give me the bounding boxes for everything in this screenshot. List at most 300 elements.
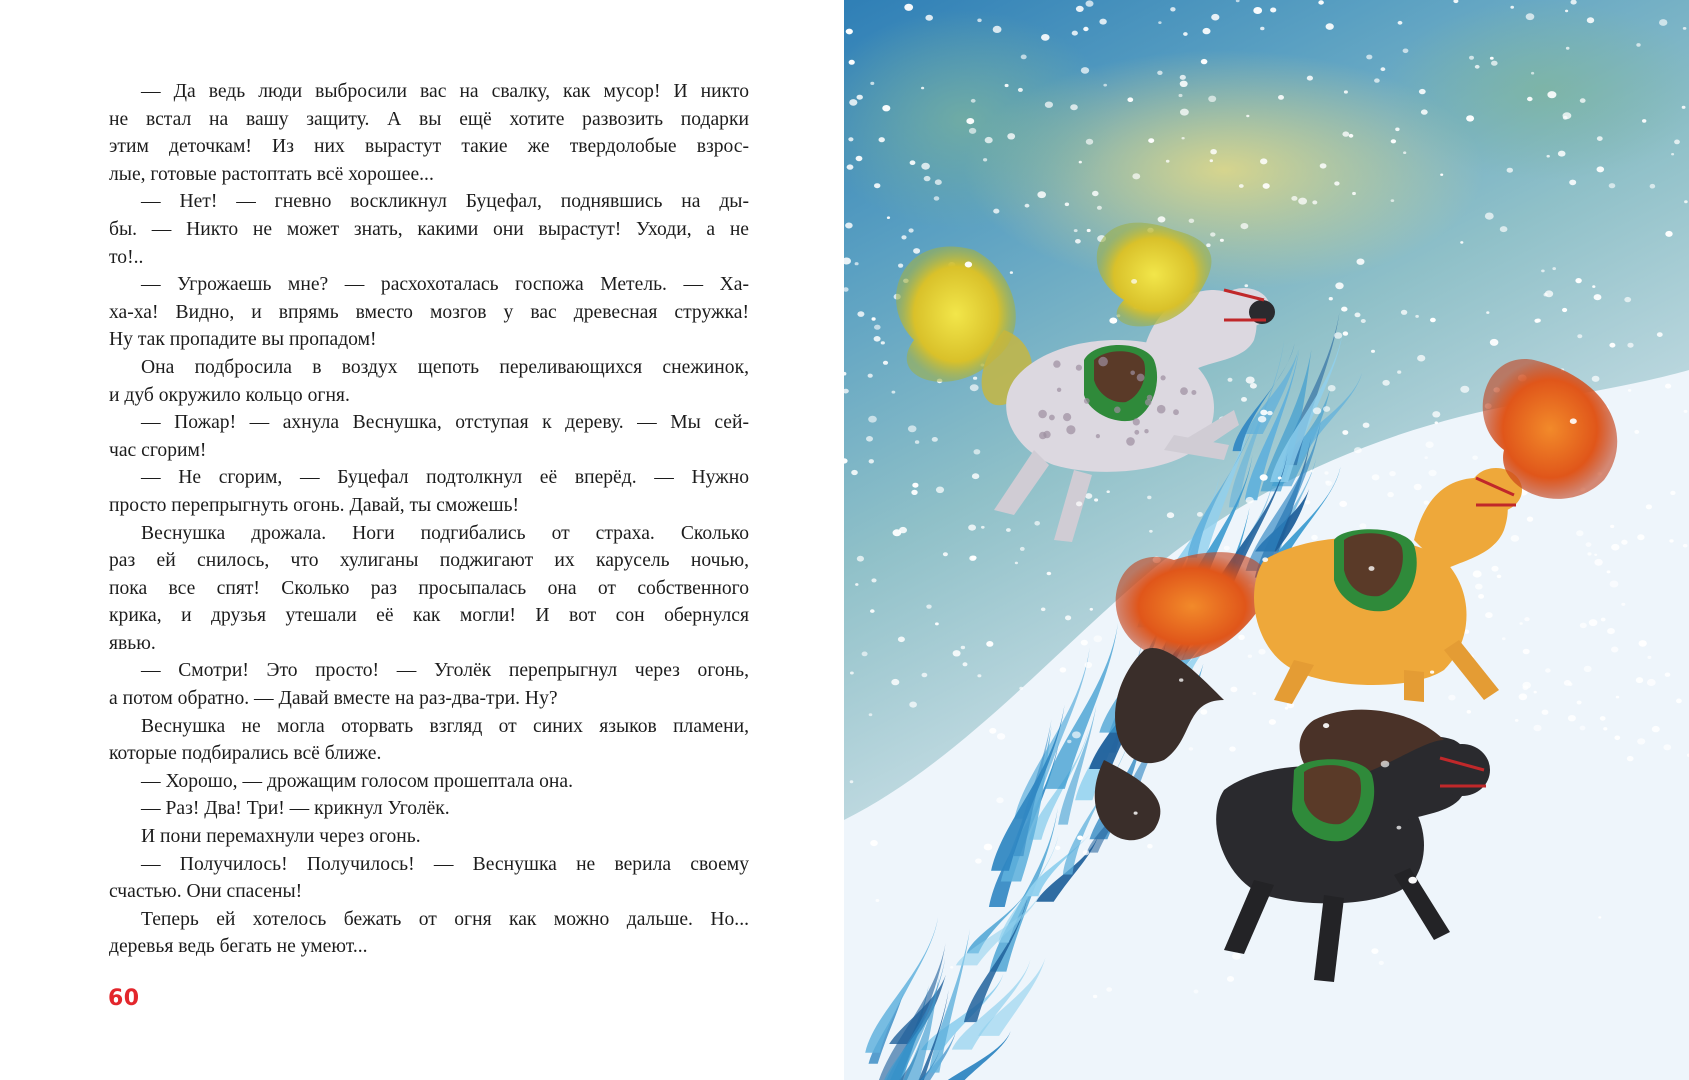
dapple-spot [1063,413,1071,421]
snowflake [1010,271,1013,274]
snowflake [1589,619,1598,626]
snowflake [1621,540,1627,545]
snowflake [1270,8,1276,13]
snowflake [986,641,993,647]
snowflake [1355,313,1361,318]
text-line: час сгорим! [109,439,207,461]
snowflake [1077,836,1083,841]
snowflake [1182,137,1185,139]
snowflake [1647,656,1651,659]
snowflake [893,529,902,536]
snowflake [1291,196,1297,201]
snowflake [1086,0,1094,6]
snowflake [1334,181,1339,185]
snowflake [1366,55,1372,60]
dapple-spot [1049,415,1055,421]
snowflake [1354,447,1362,453]
snowflake [848,137,853,141]
snowflake [1646,504,1652,509]
snowflake [1227,976,1234,982]
snowflake [1087,229,1091,232]
snowflake [985,137,993,143]
snowflake [1597,166,1605,172]
snowflake [1587,552,1591,555]
snowflake [1577,701,1582,705]
snowflake [1533,725,1541,732]
snowflake [1357,259,1365,265]
snowflake [866,436,873,442]
left-page [0,0,844,1080]
snowflake [1576,530,1583,536]
snowflake [921,163,930,170]
snowflake [847,164,854,169]
snowflake [1650,184,1656,189]
snowflake [1034,521,1040,526]
snowflake [1157,71,1162,75]
snowflake [870,840,878,846]
snowflake [1397,826,1402,830]
snowflake [851,470,858,475]
snowflake [1607,570,1611,573]
snowflake [1325,481,1329,484]
snowflake [1526,13,1535,20]
snowflake [909,702,917,708]
snowflake [1600,716,1606,721]
snowflake [1086,139,1093,145]
snowflake [1435,421,1438,424]
snowflake [1076,501,1082,506]
snowflake [1149,530,1153,533]
snowflake [857,311,864,317]
snowflake [1085,662,1093,668]
dapple-spot [1134,430,1139,435]
snowflake [870,609,875,613]
snowflake [910,160,916,165]
snowflake [1424,501,1429,505]
light-glow [1384,0,1689,180]
snowflake [887,216,890,219]
snowflake [881,341,885,344]
snowflake [1065,615,1071,620]
dapple-spot [1043,431,1050,438]
snowflake [1278,477,1282,480]
text-line: — Нет! — гневно воскликнул Буцефал, поднявшись на ды- [141,191,749,213]
snowflake [1628,389,1631,392]
snowflake [1352,192,1356,195]
dapple-spot [1126,437,1135,446]
text-line: Веснушка дрожала. Ноги подгибались от страха. Сколько [141,522,749,544]
snowflake [1665,231,1672,237]
snowflake [1361,319,1366,323]
snowflake [989,728,996,734]
snowflake [1324,471,1328,474]
snowflake [1239,184,1244,188]
dapple-spot [1076,365,1082,371]
snowflake [1200,709,1207,715]
text-line: — Не сгорим, — Буцефал подтолкнул её вперёд. — Нужно [141,467,749,489]
snowflake [1415,315,1419,318]
snowflake [901,235,906,239]
text-line: и дуб окружило кольцо огня. [109,384,350,406]
snowflake [1262,557,1268,562]
snowflake [1670,491,1675,495]
snowflake [1565,10,1568,13]
snowflake [1081,67,1089,74]
snowflake [972,473,979,479]
snowflake [1652,726,1660,732]
snowflake [1566,47,1570,50]
snowflake [1083,27,1088,31]
snowflake [984,844,993,851]
snowflake [1473,570,1482,577]
snowflake [1523,649,1530,655]
snowflake [1683,544,1688,548]
snowflake [1547,155,1550,158]
snowflake [1403,151,1406,154]
snowflake [1134,812,1138,815]
snowflake [1541,270,1545,273]
snowflake [1246,115,1249,117]
snowflake [1682,106,1686,109]
snowflake [1147,496,1151,500]
snowflake [1197,512,1203,517]
snowflake [1343,331,1348,335]
snowflake [921,87,924,90]
snowflake [1594,559,1602,566]
snowflake [1341,307,1347,312]
snowflake [1659,19,1667,26]
snowflake [856,156,863,161]
text-line: лые, готовые растоптать всё хорошее... [109,163,434,185]
snowflake [1627,756,1634,761]
text-line: — Получилось! Получилось! — Веснушка не верила своему [141,853,749,875]
snowflake [1387,492,1394,497]
snowflake [868,374,873,378]
text-line: то!.. [109,246,144,268]
snowflake [1616,696,1619,699]
snowflake [1663,744,1671,750]
snowflake [997,733,1005,740]
snowflake [1684,200,1688,203]
snowflake [1398,21,1403,25]
snowflake [973,377,977,380]
snowflake [1025,204,1030,208]
snowflake [1460,241,1463,244]
snowflake [1665,673,1671,677]
snowflake [1094,498,1098,501]
snowflake [1060,667,1067,672]
snowflake [977,674,981,677]
snowflake [1575,278,1581,283]
snowflake [1109,318,1117,324]
snowflake [1072,731,1081,738]
snowflake [1210,149,1217,154]
snowflake [913,248,920,254]
snowflake [1230,687,1237,693]
snowflake [1018,88,1023,92]
snowflake [1391,139,1396,143]
snowflake [1311,535,1318,540]
snowflake [898,264,903,268]
snowflake [966,118,974,124]
snowflake [1624,297,1631,302]
snowflake [850,780,854,783]
snowflake [1647,679,1656,686]
snowflake [876,899,880,902]
snowflake [1041,34,1050,41]
snowflake [1326,23,1334,30]
snowflake [965,262,972,268]
snowflake [961,646,965,649]
text-line: крика, и друзья утешали её как могли! И вот сон обернулся [109,605,749,627]
snowflake [968,525,976,531]
snowflake [1676,699,1682,704]
text-line: явью. [109,632,156,654]
snowflake [1269,719,1276,725]
snowflake [970,384,979,391]
snowflake [943,552,948,556]
snowflake [1642,119,1646,123]
snowflake [1246,497,1254,504]
snowflake [1307,76,1313,81]
snowflake [1041,608,1046,612]
snowflake [1313,407,1321,414]
snowflake [1055,846,1060,850]
snowflake [1103,84,1107,87]
snowflake [1547,91,1556,98]
snowflake [1323,406,1330,412]
dapple-spot [1173,409,1179,415]
snowflake [1381,67,1386,71]
snowflake [874,336,881,342]
snowflake [850,672,854,675]
snowflake [1183,32,1188,36]
snowflake [1381,761,1390,768]
snowflake [1310,470,1313,473]
snowflake [1603,727,1607,730]
snowflake [870,82,874,85]
snowflake [1371,948,1378,954]
snowflake [1298,198,1307,205]
text-line: а потом обратно. — Давай вместе на раз-два-три. Ну? [109,688,558,710]
snowflake [1015,562,1018,565]
snowflake [1020,547,1025,551]
snowflake [1570,418,1577,424]
snowflake [1359,523,1366,529]
text-line: бы. — Никто не может знать, какими они вырастут! Уходи, а не [109,218,749,240]
snowflake [1232,953,1241,960]
snowflake [1586,542,1592,547]
right-page [844,0,1689,1080]
snowflake [1568,682,1573,686]
snowflake [1037,191,1046,198]
snowflake [1485,612,1493,618]
snowflake [1563,116,1568,120]
snowflake [924,176,931,181]
snowflake [1486,311,1489,314]
text-line: — Хорошо, — дрожащим голосом прошептала она. [141,770,573,792]
snowflake [1610,581,1619,588]
snowflake [1210,159,1213,162]
snowflake [1179,94,1183,97]
snowflake [969,128,976,134]
snowflake [879,137,885,142]
snowflake [868,416,877,423]
snowflake [883,361,888,365]
dapple-spot [1145,399,1152,406]
text-line: Теперь ей хотелось бежать от огня как можно дальше. Но... [141,908,749,930]
text-line: которые подбирались всё ближе. [109,743,382,765]
snowflake [1519,622,1522,625]
snowflake [1241,223,1249,229]
snowflake [1568,715,1576,721]
snowflake [892,391,896,394]
snowflake [1189,747,1194,751]
snowflake [1500,226,1508,232]
snowflake [1621,603,1625,606]
snowflake [1021,55,1027,60]
text-line: — Пожар! — ахнула Веснушка, отступая к дереву. — Мы сей- [141,412,749,434]
snowflake [1609,183,1616,188]
text-line: — Раз! Два! Три! — крикнул Уголёк. [141,798,450,820]
text-line: пока все спят! Сколько раз просыпалась она от собственного [109,577,749,599]
snowflake [1211,14,1219,21]
snowflake [1580,623,1587,629]
snowflake [1569,180,1576,186]
snowflake [1180,109,1189,116]
snowflake [1414,484,1422,490]
snowflake [1005,84,1009,87]
snowflake [1440,174,1443,176]
text-line: Она подбросила в воздух щепоть переливающихся снежинок, [141,356,749,378]
snowflake [1426,441,1434,448]
snowflake [974,449,981,454]
snowflake [1580,726,1586,731]
snowflake [977,19,981,23]
dapple-spot [1114,407,1121,414]
snowflake [871,578,876,582]
snowflake [1684,410,1688,413]
snowflake [1148,138,1154,143]
snowflake [1076,6,1084,12]
snowflake [1527,97,1533,101]
snowflake [1601,618,1606,622]
text-line: — Угрожаешь мне? — расхохоталась госпожа Метель. — Ха- [141,274,749,296]
snowflake [1344,90,1348,93]
snowflake [1469,56,1474,60]
snowflake [1669,539,1673,542]
snowflake [1558,151,1566,157]
snowflake [1389,471,1396,476]
snowflake [1490,57,1494,60]
snowflake [1081,640,1088,646]
snowflake [1639,640,1647,647]
snowflake [911,490,917,495]
snowflake [912,483,918,488]
snowflake [1510,6,1514,9]
text-line: деревья ведь бегать не умеют... [109,936,368,958]
snowflake [983,158,987,161]
snowflake [1524,617,1529,621]
text-line: этим деточкам! Из них вырастут такие же твердолобые взрос- [109,136,749,158]
snowflake [862,652,868,657]
snowflake [1637,534,1644,540]
snowflake [1472,456,1478,460]
snowflake [1047,572,1052,576]
snowflake [846,29,853,35]
snowflake [1432,411,1440,417]
text-line: ха-ха! Видно, и впрямь вместо мозгов у вас древесная стружка! [109,301,749,323]
snowflake [1260,410,1267,416]
snowflake [1208,96,1216,102]
snowflake [922,673,928,678]
snowflake [1430,671,1434,674]
snowflake [849,99,857,106]
snowflake [1285,707,1288,710]
text-line: Ну так пропадите вы пропадом! [109,329,377,351]
snowflake [1594,554,1597,556]
snowflake [1260,474,1268,480]
dapple-spot [1180,387,1188,395]
snowflake [1421,109,1428,114]
snowflake [1092,191,1099,196]
snowflake [1374,78,1380,82]
dapple-spot [1057,388,1061,392]
snowflake [1502,637,1506,640]
snowflake [1258,649,1265,655]
snowflake [1097,206,1102,210]
dapple-spot [1157,405,1166,414]
snowflake [1099,19,1106,25]
snowflake [1497,575,1502,579]
snowflake [1180,75,1186,80]
snowflake [1527,517,1533,522]
snowflake [891,679,899,685]
snowflake [993,209,999,214]
snowflake [1478,594,1484,599]
snowflake [981,526,985,529]
snowflake [936,487,944,494]
snowflake [1363,423,1370,428]
snowflake [1466,115,1474,121]
snowflake [908,425,917,432]
snowflake [857,556,864,562]
snowflake [1019,687,1023,690]
snowflake [845,223,853,229]
snowflake [1657,332,1663,337]
dapple-spot [1133,418,1140,425]
dapple-spot [1144,429,1148,433]
snowflake [1491,61,1498,66]
snowflake [1485,213,1494,220]
snowflake [1224,546,1230,551]
snowflake [849,60,855,65]
snowflake [1580,98,1586,103]
dapple-spot [1084,398,1090,404]
snowflake [1475,584,1483,590]
snowflake [1238,635,1245,640]
snowflake [1379,961,1384,965]
dapple-spot [1098,357,1108,367]
snowflake [909,228,914,232]
snowflake [1614,736,1620,741]
snowflake [1079,161,1082,164]
snowflake [874,325,881,330]
dapple-spot [1066,425,1075,434]
snowflake [1045,102,1053,108]
snowflake [1127,97,1133,102]
snowflake [1170,7,1175,11]
